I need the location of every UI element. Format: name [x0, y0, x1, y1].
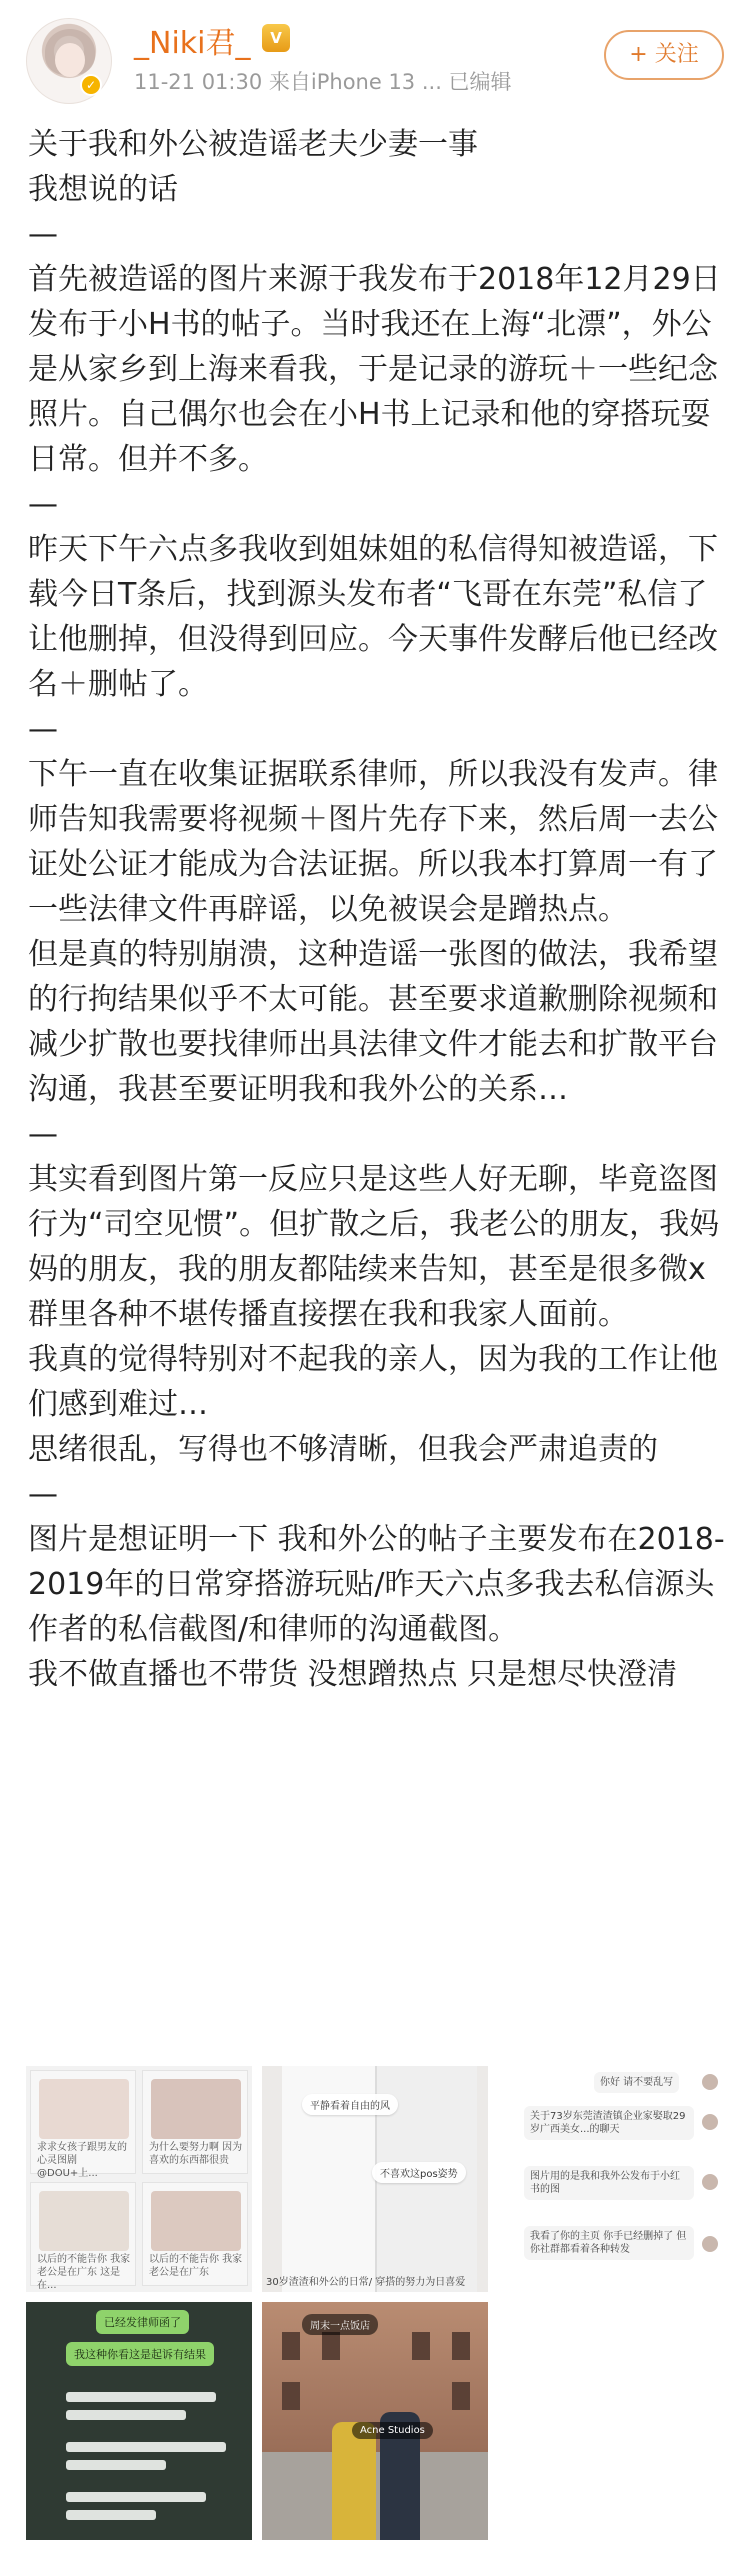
paragraph: 我不做直播也不带货 没想蹭热点 只是想尽快澄清: [28, 1657, 678, 1692]
paragraph: 图片是想证明一下 我和外公的帖子主要发布在2018-2019年的日常穿搭游玩贴/昨天六点多我去私信源头作者的私信截图/和律师的沟通截图。: [28, 1522, 725, 1647]
blurred-text: [66, 2392, 216, 2402]
chat-bubble: 已经发律师函了: [96, 2310, 189, 2334]
chat-avatar: [702, 2236, 718, 2252]
image-thumbnail-5[interactable]: [262, 2302, 488, 2540]
person-figure: [332, 2422, 376, 2540]
collage-caption: 求求女孩子跟男友的心灵图剧@DOU+上...: [37, 2142, 127, 2179]
blurred-text: [66, 2510, 156, 2520]
blurred-text: [66, 2460, 166, 2470]
verified-icon: ✓: [80, 74, 102, 96]
avatar-face: [55, 43, 85, 77]
window: [452, 2332, 470, 2360]
paragraph: 其实看到图片第一反应只是这些人好无聊，毕竟盗图行为“司空见惯”。但扩散之后，我老公的朋友，我妈妈的朋友，我的朋友都陆续来告知，甚至是很多微x群里各种不堪传播直接摆在我和我家人面前。: [28, 1162, 720, 1332]
paragraph: 下午一直在收集证据联系律师，所以我没有发声。律师告知我需要将视频＋图片先存下来，然后周一去公证处公证才能成为合法证据。所以我本打算周一有了一些法律文件再辟谣，以免被误会是蹭热点。: [28, 757, 718, 927]
paragraph: 首先被造谣的图片来源于我发布于2018年12月29日发布于小H书的帖子。当时我还在上海“北漂”，外公是从家乡到上海来看我，于是记录的游玩＋一些纪念照片。自己偶尔也会在小H书上记录和他的穿搭玩耍日常。但并不多。: [28, 262, 721, 477]
paragraph: 我真的觉得特别对不起我的亲人，因为我的工作让他们感到难过…: [28, 1342, 718, 1422]
post-meta: 11-21 01:30 来自iPhone 13 ... 已编辑: [134, 70, 512, 94]
collage-photo: [151, 2191, 241, 2251]
collage-card: [30, 2182, 136, 2291]
collage-photo: [151, 2079, 241, 2139]
window: [322, 2332, 340, 2360]
vip-badge-icon: V: [262, 24, 290, 52]
window: [452, 2382, 470, 2410]
photo-tag: Acne Studios: [352, 2422, 433, 2439]
chat-bubble: 你好 请不要乱写: [594, 2072, 679, 2093]
divider: —: [28, 1477, 58, 1512]
image-thumbnail-2[interactable]: [262, 2066, 488, 2292]
post-body: [28, 122, 728, 1697]
chat-bubble: 我这种你看这是起诉有结果: [66, 2342, 214, 2366]
collage-photo: [39, 2191, 129, 2251]
chat-bubble: 图片用的是我和我外公发布于小红书的图: [524, 2166, 694, 2200]
window: [282, 2382, 300, 2410]
collage-caption: 以后的不能告你 我家老公是在广东: [149, 2254, 243, 2278]
chat-bubble: 我看了你的主页 你手已经删掉了 但你社群都看着各种转发: [524, 2226, 694, 2260]
collage-card: [142, 2070, 248, 2174]
collage-card: [30, 2070, 136, 2179]
collage-card: [142, 2182, 248, 2286]
post-title: 关于我和外公被造谣老夫少妻一事: [28, 127, 478, 162]
post-header: [0, 0, 752, 110]
collage-caption: 为什么要努力啊 因为喜欢的东西都很贵: [149, 2142, 243, 2166]
collage-caption: 以后的不能告你 我家老公是在广东 这是在...: [37, 2254, 131, 2291]
image-thumbnail-4[interactable]: [26, 2302, 252, 2540]
photo-tag: 不喜欢这pos姿势: [372, 2162, 466, 2183]
post-subtitle: 我想说的话: [28, 172, 178, 207]
photo-tag: 平静看着自由的风: [302, 2094, 398, 2115]
blurred-text: [66, 2492, 206, 2502]
chat-bubble: 关于73岁东莞渣渣镇企业家娶取29岁广西美女...的聊天: [524, 2106, 694, 2140]
image-thumbnail-1[interactable]: [26, 2066, 252, 2292]
blurred-text: [66, 2442, 226, 2452]
photo-tag: 周末一点饭店: [302, 2314, 378, 2335]
chat-avatar: [702, 2114, 718, 2130]
divider: —: [28, 217, 58, 252]
paragraph: 昨天下午六点多我收到姐妹姐的私信得知被造谣，下载今日T条后，找到源头发布者“飞哥在东莞”私信了让他删掉，但没得到回应。今天事件发酵后他已经改名＋删帖了。: [28, 532, 718, 702]
blurred-text: [66, 2410, 186, 2420]
photo-caption: 30岁渣渣和外公的日常/ 穿搭的努力为日喜爱: [266, 2277, 466, 2288]
window: [282, 2332, 300, 2360]
paragraph: 思绪很乱，写得也不够清晰，但我会严肃追责的: [28, 1432, 658, 1467]
window: [412, 2332, 430, 2360]
username[interactable]: _Niki君_: [134, 26, 251, 61]
chat-avatar: [702, 2174, 718, 2190]
follow-button[interactable]: + 关注: [604, 30, 724, 80]
chat-avatar: [702, 2074, 718, 2090]
divider: —: [28, 487, 58, 522]
divider: —: [28, 712, 58, 747]
divider: —: [28, 1117, 58, 1152]
paragraph: 但是真的特别崩溃，这种造谣一张图的做法，我希望的行拘结果似乎不太可能。甚至要求道歉删除视频和减少扩散也要找律师出具法律文件才能去和扩散平台沟通，我甚至要证明我和我外公的关系…: [28, 937, 718, 1107]
collage-photo: [39, 2079, 129, 2139]
image-thumbnail-3[interactable]: [498, 2066, 724, 2292]
